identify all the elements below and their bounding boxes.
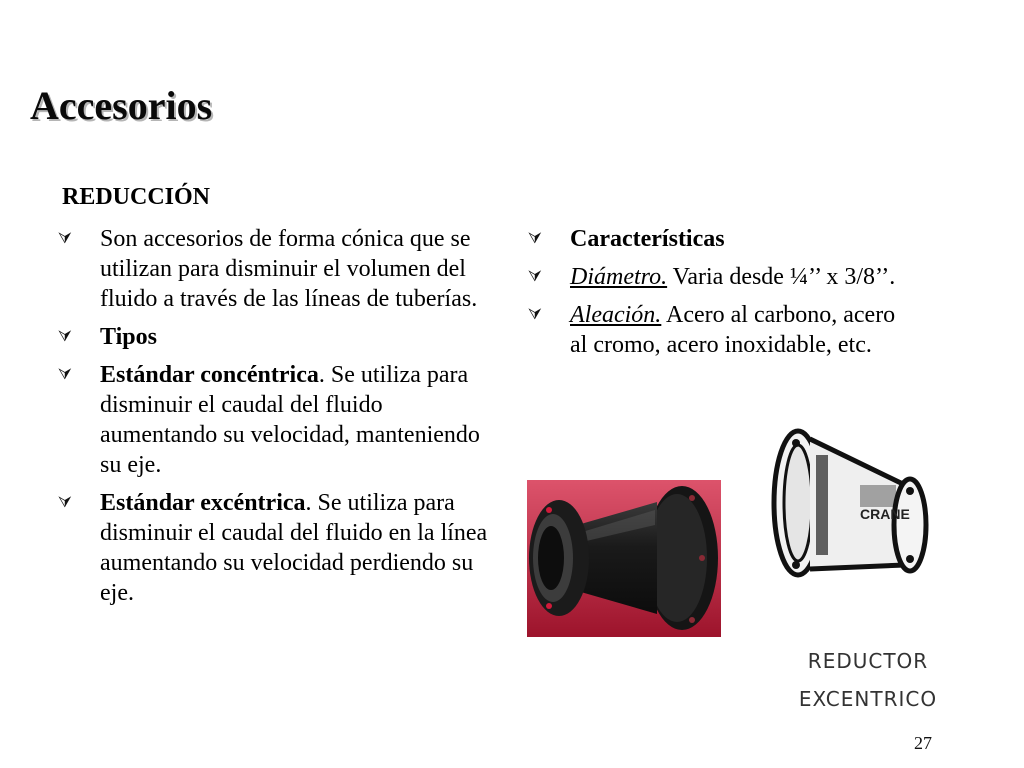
- bullet-lead-excentrica: Estándar excéntrica: [100, 490, 306, 516]
- bullet-item: [528, 224, 908, 254]
- caption-line-2: EXCENTRICO: [798, 687, 938, 711]
- stamp-text: CRANE: [860, 506, 910, 522]
- bullet-item: [58, 488, 498, 608]
- bullet-rest: . Se utiliza para disminuir el caudal del fluido aumentando su velocidad, manteniendo su eje.: [100, 362, 480, 478]
- bullet-arrow-icon: ⮛: [528, 306, 542, 323]
- bullet-underlined-aleacion: Aleación.: [570, 302, 662, 328]
- left-column: [58, 224, 498, 616]
- bullet-arrow-icon: ⮛: [528, 230, 542, 247]
- bullet-text-caracteristicas: Características: [570, 226, 725, 252]
- bullet-arrow-icon: ⮛: [528, 268, 542, 285]
- bullet-text: [570, 300, 908, 360]
- eccentric-reducer-drawing: [760, 425, 940, 590]
- caption-line-1: REDUCTOR: [807, 649, 929, 673]
- bullet-item: [528, 300, 908, 360]
- bullet-item: [58, 360, 498, 480]
- figure-caption: [778, 642, 958, 718]
- bullet-text: [100, 360, 498, 480]
- section-heading: REDUCCIÓN: [62, 184, 211, 210]
- bullet-arrow-icon: ⮛: [58, 494, 72, 511]
- bullet-item: [58, 322, 498, 352]
- bullet-lead-concentrica: Estándar concéntrica: [100, 362, 319, 388]
- bullet-item: [58, 224, 498, 314]
- reducer-photo: [527, 480, 721, 637]
- slide-title: Accesorios: [30, 83, 213, 128]
- bullet-text: [570, 262, 908, 292]
- bullet-rest: Varia desde ¼’’ x 3/8’’.: [667, 264, 896, 290]
- bullet-text: [100, 488, 498, 608]
- page-number: 27: [914, 733, 932, 753]
- bullet-rest: . Se utiliza para disminuir el caudal del fluido en la línea aumentando su velocidad perdiendo su eje.: [100, 490, 488, 606]
- bullet-arrow-icon: ⮛: [58, 230, 72, 247]
- right-column: [528, 224, 908, 368]
- bullet-arrow-icon: ⮛: [58, 366, 72, 383]
- bullet-item: [528, 262, 908, 292]
- bullet-text: Son accesorios de forma cónica que se utilizan para disminuir el volumen del fluido a través de las líneas de tuberías.: [100, 226, 478, 312]
- bullet-rest: Acero al carbono, acero al cromo, acero inoxidable, etc.: [570, 302, 896, 358]
- bullet-arrow-icon: ⮛: [58, 328, 72, 345]
- bullet-text-tipos: Tipos: [100, 324, 157, 350]
- bullet-underlined-diametro: Diámetro.: [570, 264, 668, 290]
